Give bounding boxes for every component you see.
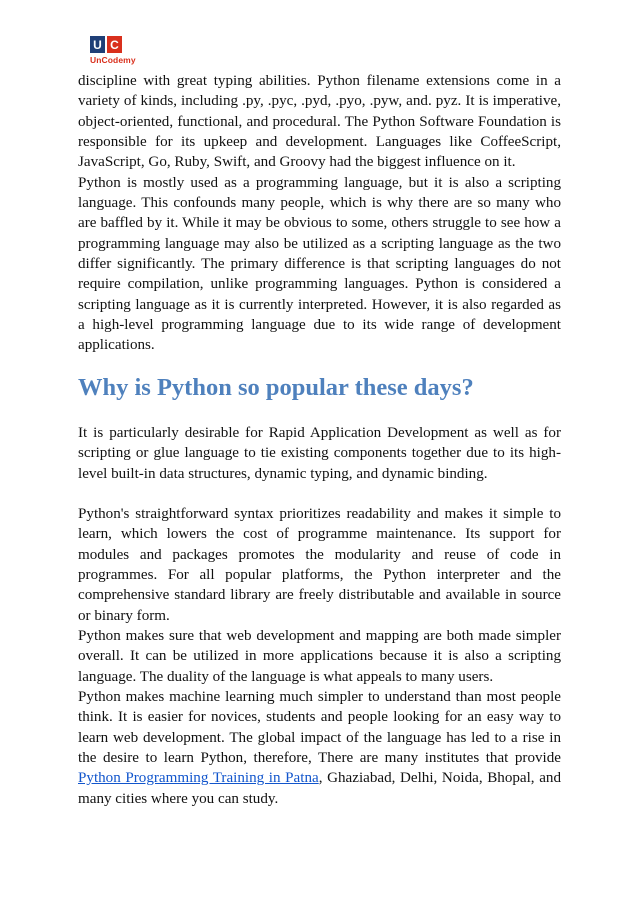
paragraph-scripting: Python is mostly used as a programming language, but it is also a scripting language. This confounds many people, which is why there are so many who are baffled by it. While it may be obvious to some, others struggle to see how a programming language may also be utilized as a scripting language as the two differ significantly. The primary difference is that scripting languages do not require compilation, unlike programming languages. Python is considered a scripting language as it is currently interpreted. However, it is also regarded as a high-level programming language due to its wide range of development applications. (78, 174, 561, 354)
paragraph-syntax: Python's straightforward syntax prioritizes readability and makes it simple to learn, which lowers the cost of programme maintenance. Its support for modules and packages promotes the modularity and reuse of code in programmes. For all popular platforms, the Python interpreter and the comprehensive standard library are freely distributable and available in source or binary form. (78, 505, 561, 624)
paragraph-rad: It is particularly desirable for Rapid Application Development as well as for scripting or glue language to tie existing components together due to its high-level built-in data structures, dynamic typing, and dynamic binding. (78, 424, 561, 482)
logo-letter-c: C (107, 36, 122, 53)
paragraph-machine-learning (78, 687, 561, 809)
spacer (78, 484, 561, 504)
paragraph-extensions: discipline with great typing abilities. Python filename extensions come in a variety of kinds, including .py, .pyc, .pyd, .pyo, .pyw, and. pyz. It is imperative, object-oriented, functional, and procedural. The Python Software Foundation is responsible for its upkeep and development. Languages like CoffeeScript, JavaScript, Go, Ruby, Swift, and Groovy had the biggest influence on it. (78, 73, 561, 171)
logo-name: UnCodemy (90, 55, 136, 65)
paragraph-web-development: Python makes sure that web development and mapping are both made simpler overall. It can be utilized in more applications because it is also a scripting language. The duality of the language is what appeals to many users. (78, 627, 561, 685)
document-body (78, 71, 561, 809)
section-heading: Why is Python so popular these days? (78, 373, 474, 401)
python-training-link[interactable]: Python Programming Training in Patna (78, 770, 319, 787)
logo-letter-u: U (90, 36, 105, 53)
ml-text-after: , Ghaziabad, Delhi, Noida, Bhopal, and many cities where you can study. (78, 770, 561, 807)
uncodemy-logo (90, 36, 140, 65)
ml-text-before: Python makes machine learning much simpler to understand than most people think. It is easier for novices, students and people looking for an easy way to learn web development. The global impact of the language has led to a rise in the desire to learn Python, therefore, There are many institutes that provide (78, 688, 561, 766)
logo-mark (90, 36, 140, 53)
